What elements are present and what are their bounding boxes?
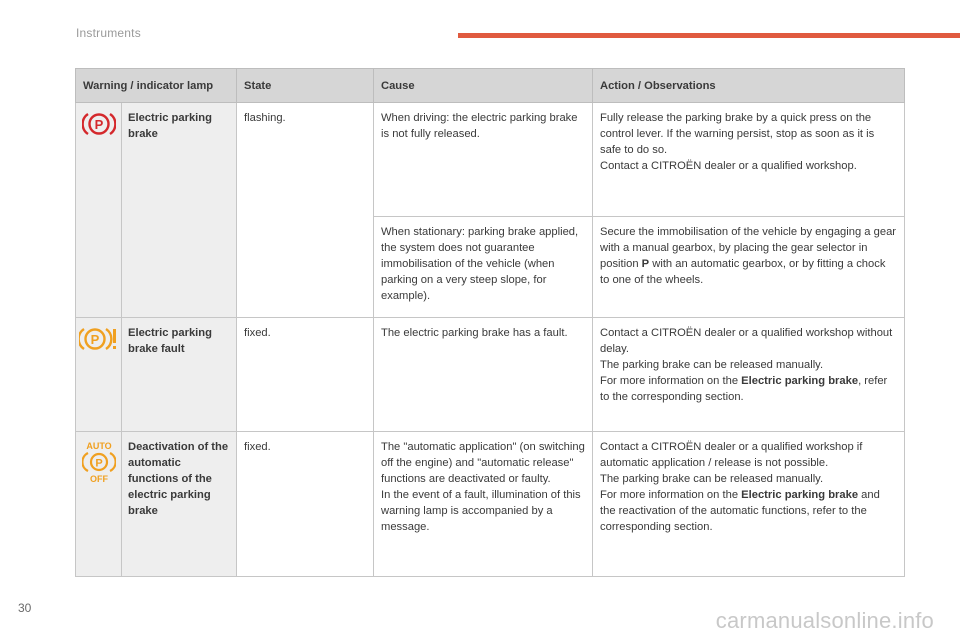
action-text — [600, 373, 897, 405]
lamp-cause: When stationary: parking brake applied, the system does not guarantee immobilisation of the vehicle (when parking on a very steep slope, for example). — [374, 217, 593, 318]
cause-text: The "automatic application" (on switching off the engine) and "automatic release" functions are deactivated or faulty. — [381, 441, 585, 485]
lamp-icon-cell — [76, 103, 122, 318]
lamp-action — [593, 217, 905, 318]
column-header-cause: Cause — [374, 69, 593, 103]
lamp-icon-cell — [76, 432, 122, 577]
action-text: The parking brake can be released manually. — [600, 473, 824, 485]
page-number: 30 — [18, 601, 32, 615]
action-text-part: , refer to the corresponding section. — [600, 375, 888, 403]
action-text: Fully release the parking brake by a quick press on the control lever. If the warning persist, stop as soon as it is safe to do so. — [600, 112, 875, 156]
action-text: Contact a CITROËN dealer or a qualified workshop. — [600, 160, 857, 172]
lamp-cause — [374, 432, 593, 577]
table-header-row — [76, 69, 905, 103]
action-text: The parking brake can be released manually. — [600, 359, 824, 371]
lamp-action — [593, 432, 905, 577]
lamp-action — [593, 103, 905, 217]
action-text: with an automatic gearbox, or by fitting a chock to one of the wheels. — [600, 258, 886, 286]
table-row — [76, 103, 905, 217]
action-text — [600, 487, 897, 535]
column-header-action: Action / Observations — [593, 69, 905, 103]
parking-brake-warning-icon — [82, 111, 116, 142]
lamp-state: flashing. — [237, 103, 374, 318]
svg-text:P: P — [90, 332, 99, 347]
watermark: carmanualsonline.info — [715, 608, 934, 633]
lamp-cause: When driving: the electric parking brake is not fully released. — [374, 103, 593, 217]
cause-text: In the event of a fault, illumination of this warning lamp is accompanied by a message. — [381, 489, 581, 533]
action-text-part: and the reactivation of the automatic functions, refer to the corresponding section. — [600, 489, 880, 533]
action-text-part: For more information on the — [600, 375, 742, 387]
lamp-action — [593, 318, 905, 432]
table-row — [76, 318, 905, 432]
lamp-icon-cell — [76, 318, 122, 432]
section-title: Instruments — [76, 26, 141, 40]
column-header-state: State — [237, 69, 374, 103]
svg-text:P: P — [94, 117, 103, 132]
table-row — [76, 432, 905, 577]
lamp-name: Electric parking brake fault — [122, 318, 237, 432]
icon-text-off: OFF — [89, 474, 108, 484]
action-emphasis: Electric parking brake — [741, 489, 859, 501]
parking-brake-fault-icon — [79, 326, 119, 357]
lamp-state: fixed. — [237, 432, 374, 577]
action-text-part: For more information on the — [600, 489, 742, 501]
auto-parking-brake-off-icon — [82, 440, 116, 489]
svg-text:P: P — [94, 457, 103, 470]
lamp-state: fixed. — [237, 318, 374, 432]
action-emphasis: Electric parking brake — [741, 375, 859, 387]
lamp-cause: The electric parking brake has a fault. — [374, 318, 593, 432]
column-header-lamp: Warning / indicator lamp — [76, 69, 237, 103]
action-emphasis: P — [641, 258, 650, 270]
action-text: Contact a CITROËN dealer or a qualified workshop if automatic application / release is not possible. — [600, 441, 863, 469]
lamp-name: Electric parking brake — [122, 103, 237, 318]
lamp-name: Deactivation of the automatic functions of the electric parking brake — [122, 432, 237, 577]
indicator-table — [75, 68, 905, 577]
icon-text-auto: AUTO — [85, 441, 112, 451]
action-text: Secure the immobilisation of the vehicle by engaging a gear with a manual gearbox, by placing the gear selector in position — [600, 226, 897, 270]
action-text: Contact a CITROËN dealer or a qualified workshop without delay. — [600, 327, 893, 355]
section-accent-bar — [458, 33, 960, 38]
